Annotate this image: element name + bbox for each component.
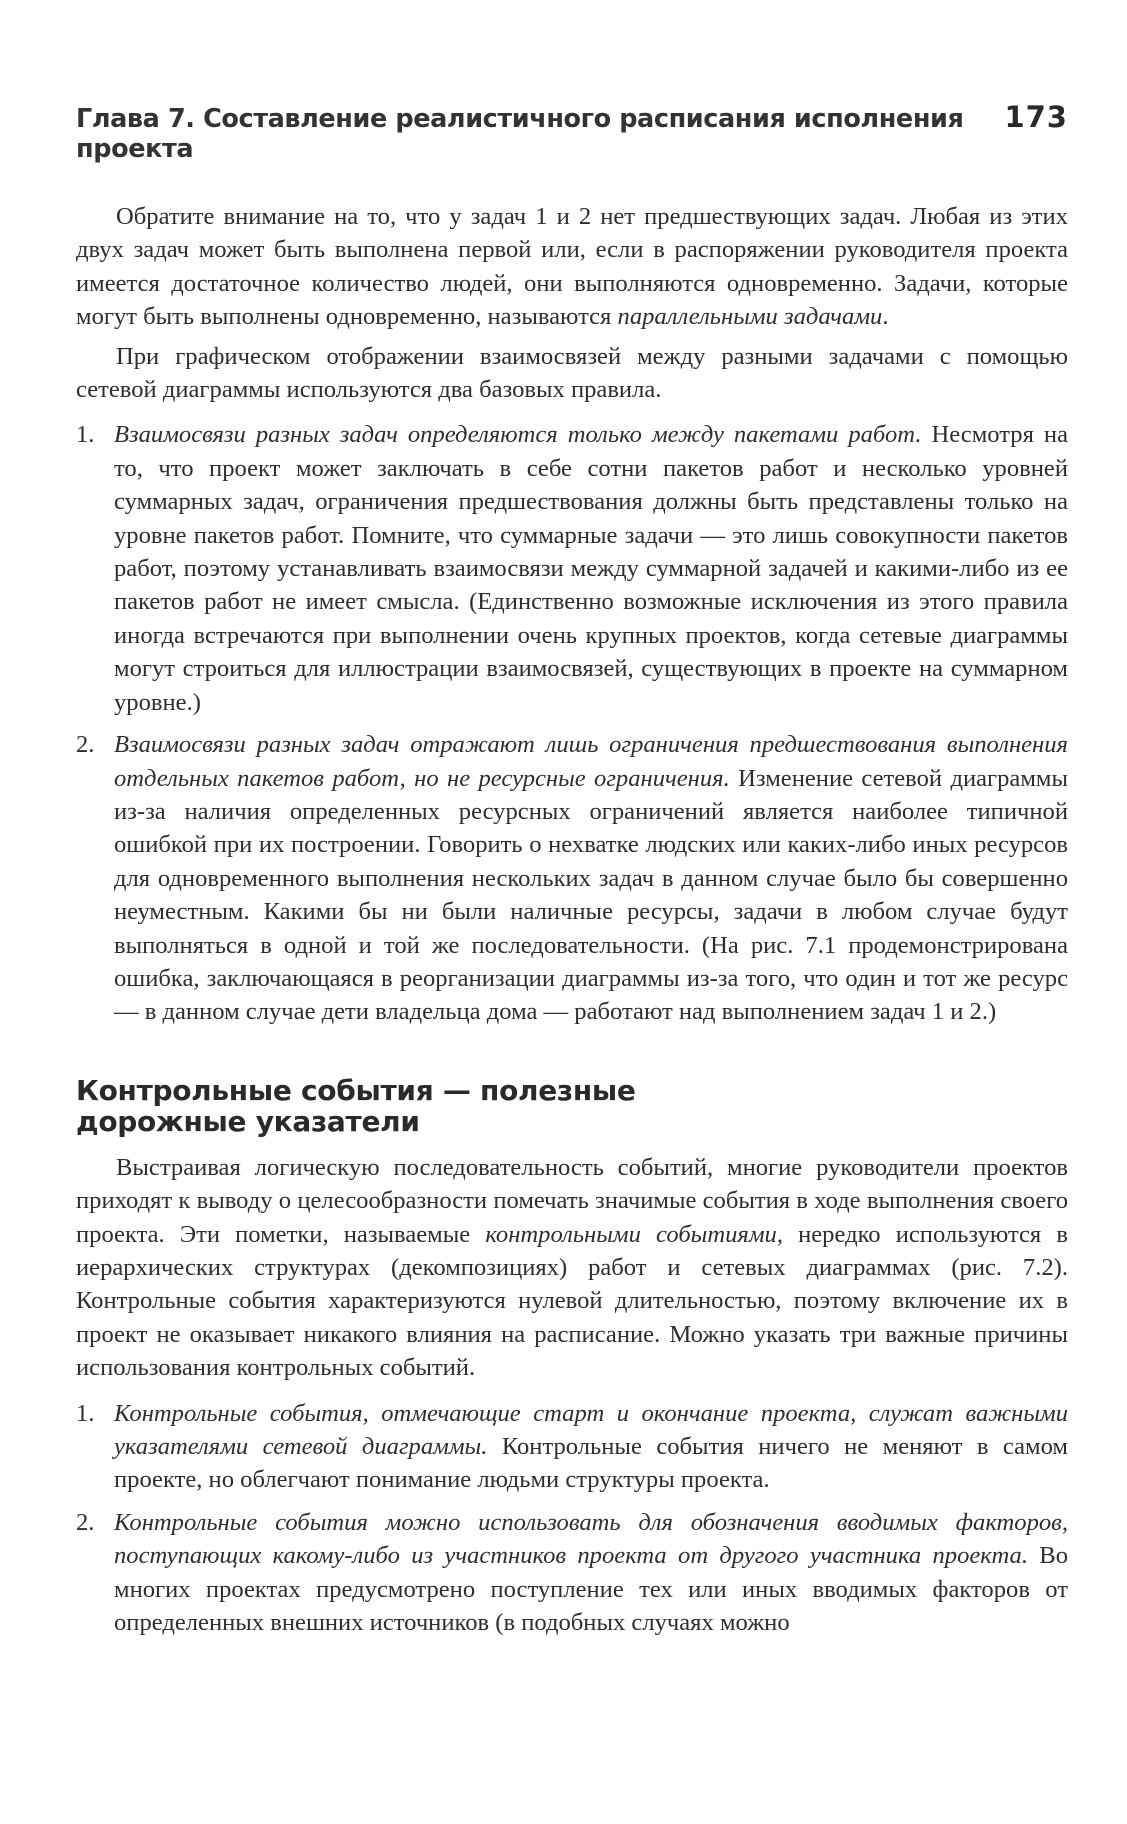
list-item [76,1397,1068,1497]
reason-explanation: Контрольные события ничего не меняют в самом проекте, но облегчают понимание людьми структуры проекта. [114,1433,1068,1494]
section-heading [76,1075,1068,1137]
rule-explanation: Несмотря на то, что проект может заключать в себе сотни пакетов работ и несколько уровней суммарных задач, ограничения предшествования должны быть представлены только на уровне пакетов работ. Помните, что суммарные задачи — это лишь совокупности пакетов работ, поэтому устанавливать взаимосвязи между суммарной задачей и какими-либо из ее пакетов работ не имеет смысла. (Единственно возможные исключения из этого правила иногда встречаются при выполнении очень крупных проектов, когда сетевые диаграммы могут строиться для иллюстрации взаимосвязей, существующих в проекте на суммарном уровне.) [114,421,1068,716]
paragraph-text-end: . [882,303,889,331]
list-item [76,418,1068,719]
paragraph-text-end: нередко используются в иерархических структурах (декомпозициях) работ и сетевых диаграммах (рис. 7.2). Контрольные события характеризуются нулевой длительностью, поэтому включение их в проект не оказывает никакого влияния на расписание. Можно указать три важные причины использования контрольных событий. [76,1220,1068,1382]
chapter-title: Глава 7. Составление реалистичного расписания исполнения проекта [76,104,964,164]
reasons-list [76,1397,1068,1640]
book-page [76,100,1068,1648]
paragraph-text: Обратите внимание на то, что у задач 1 и 2 нет предшествующих задач. Любая из этих двух задач может быть выполнена первой или, если в распоряжении руководителя проекта имеется достаточное количество людей, они выполняются одновременно. Задачи, которые могут быть выполнены одновременно, называются [76,203,1068,331]
reason-explanation: Во многих проектах предусмотрено поступление тех или иных вводимых факторов от определенных внешних источников (в подобных случаях можно [114,1542,1068,1637]
list-number: 1. [76,1399,95,1427]
reason-statement: Контрольные события, отмечающие старт и окончание проекта, служат важными указателями сетевой диаграммы. [114,1399,1068,1460]
paragraph-text: Выстраивая логическую последовательность событий, многие руководители проектов приходят к выводу о целесообразности помечать значимые события в ходе выполнения своего проекта. Эти пометки, называемые [76,1153,1068,1248]
section-heading-line-2: дорожные указатели [76,1104,420,1138]
page-number: 173 [1004,100,1068,134]
reason-statement: Контрольные события можно использовать для обозначения вводимых факторов, поступающих какому-либо из участников проекта от другого участника проекта. [114,1508,1068,1570]
rules-list [76,418,1068,1028]
paragraph-two-rules [76,340,1068,407]
rule-statement: Взаимосвязи разных задач определяются только между пакетами работ. [114,421,922,449]
running-header [76,100,1068,164]
term-milestones: контрольными событиями, [485,1220,783,1248]
list-number: 2. [76,1508,95,1536]
paragraph-milestones [76,1151,1068,1385]
rule-statement: Взаимосвязи разных задач отражают лишь ограничения предшествования выполнения отдельных пакетов работ, но не ресурсные ограничения. [114,731,1068,792]
list-number: 1. [76,421,95,449]
list-item [76,728,1068,1029]
paragraph-text: При графическом отображении взаимосвязей между разными задачами с помощью сетевой диаграммы используются два базовых правила. [76,342,1068,404]
rule-explanation: Изменение сетевой диаграммы из-за наличия определенных ресурсных ограничений является наиболее типичной ошибкой при их построении. Говорить о нехватке людских или каких-либо иных ресурсов для одновременного выполнения нескольких задач в данном случае было бы совершенно неуместным. Какими бы ни были наличные ресурсы, задачи в любом случае будут выполняться в одной и той же последовательности. (На рис. 7.1 продемонстрирована ошибка, заключающаяся в реорганизации диаграммы из-за того, что один и тот же ресурс — в данном случае дети владельца дома — работают над выполнением задач 1 и 2.) [114,764,1068,1026]
list-item [76,1506,1068,1640]
section-heading-line-1: Контрольные события — полезные [76,1073,636,1107]
paragraph-parallel-tasks [76,200,1068,334]
term-parallel-tasks: параллельными задачами [617,303,883,331]
list-number: 2. [76,731,95,759]
